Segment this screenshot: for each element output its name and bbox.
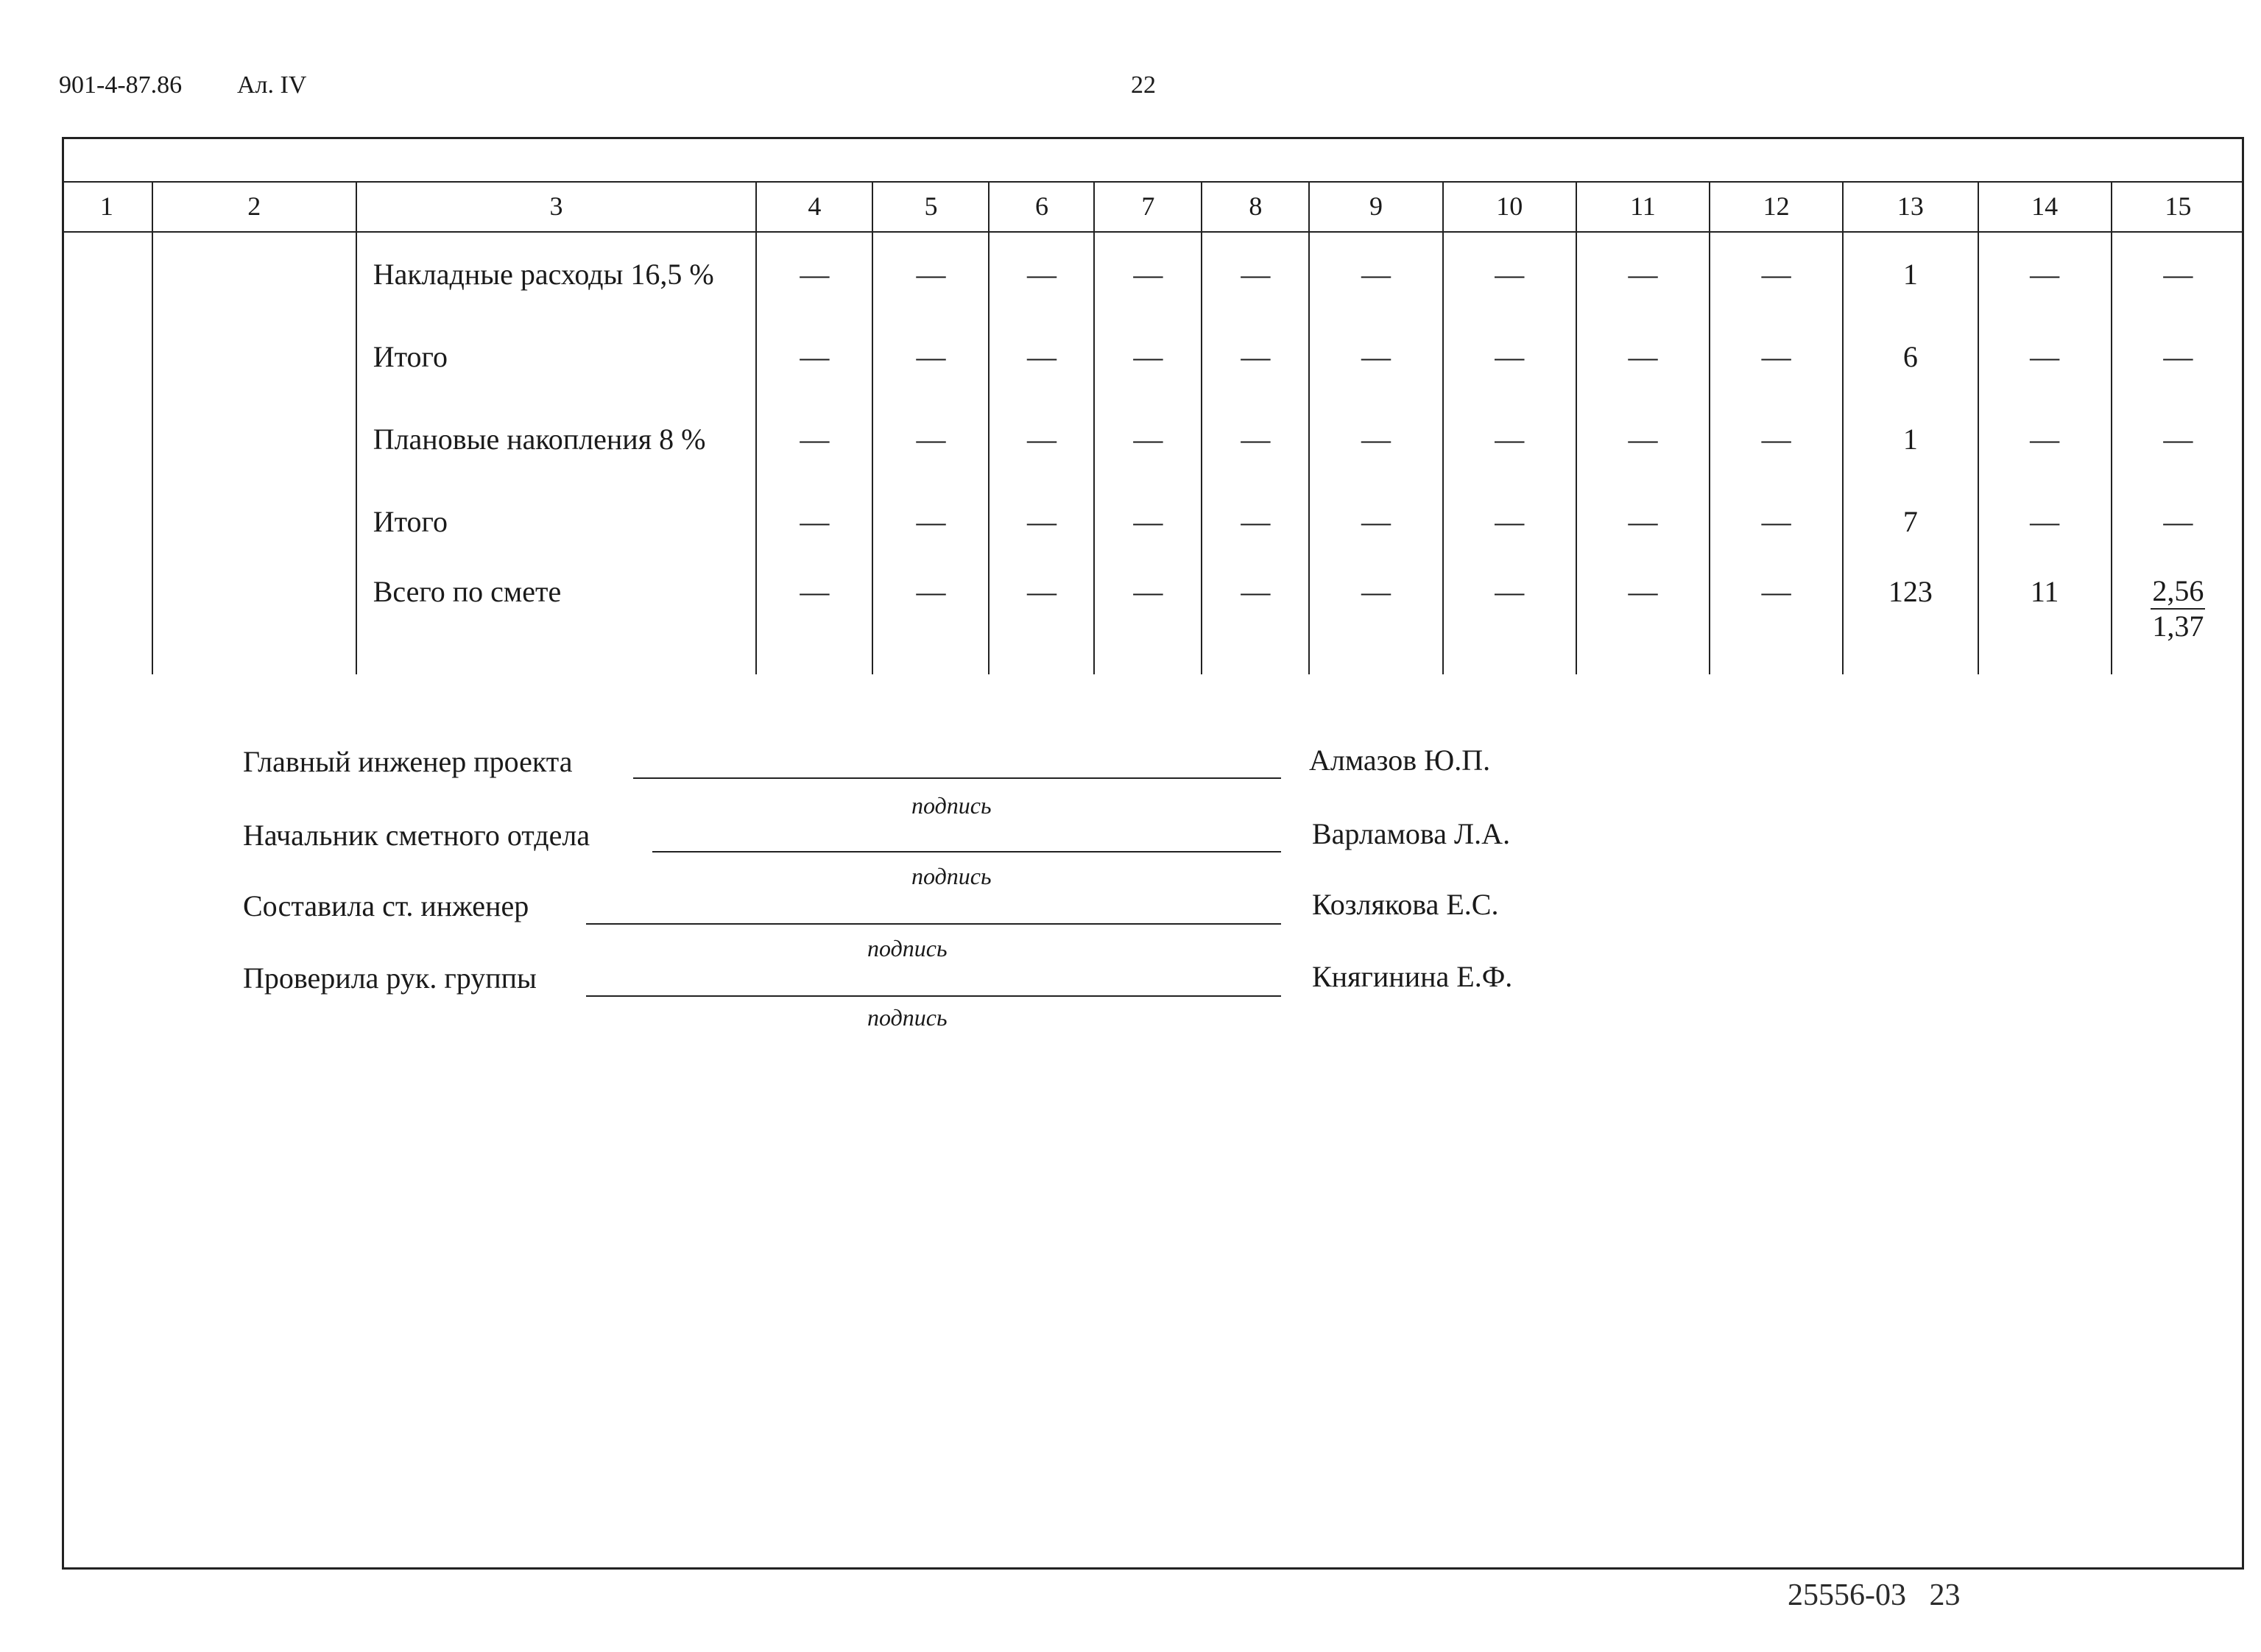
- table-cell: —: [1576, 232, 1710, 315]
- table-cell: —: [2112, 398, 2244, 480]
- table-cell: —: [2112, 232, 2244, 315]
- fraction-cell: [2112, 562, 2244, 674]
- column-header: 5: [872, 181, 989, 232]
- table-cell: [152, 562, 356, 674]
- table-cell: —: [756, 398, 872, 480]
- table-cell: —: [2112, 480, 2244, 562]
- column-header: 14: [1978, 181, 2112, 232]
- table-cell: —: [989, 480, 1094, 562]
- column-header: 2: [152, 181, 356, 232]
- table-cell: 123: [1843, 562, 1978, 674]
- column-header: 4: [756, 181, 872, 232]
- fraction-denominator: 1,37: [2152, 610, 2204, 643]
- table-cell: [62, 232, 152, 315]
- table-row-subtotal-2: [62, 480, 2244, 562]
- table-cell: —: [1202, 232, 1309, 315]
- table-cell: 7: [1843, 480, 1978, 562]
- table-cell: —: [989, 398, 1094, 480]
- table-cell: [152, 480, 356, 562]
- table-cell: —: [1978, 232, 2112, 315]
- table-cell: —: [1309, 232, 1442, 315]
- column-header: 15: [2112, 181, 2244, 232]
- signature-hint: подпись: [911, 863, 992, 889]
- table-cell: —: [1978, 398, 2112, 480]
- column-header: 13: [1843, 181, 1978, 232]
- row-label: Итого: [356, 315, 757, 398]
- table-cell: —: [1443, 232, 1576, 315]
- table-cell: [152, 315, 356, 398]
- signature-hint: подпись: [867, 935, 948, 961]
- table-cell: [62, 398, 152, 480]
- signature-role: Главный инженер проекта: [243, 745, 573, 778]
- signature-role: Проверила рук. группы: [243, 961, 537, 995]
- table-cell: —: [872, 315, 989, 398]
- album-number: Ал. IV: [237, 71, 307, 99]
- table-cell: —: [2112, 315, 2244, 398]
- table-cell: —: [1710, 398, 1843, 480]
- table-cell: —: [1094, 315, 1202, 398]
- table-cell: —: [872, 562, 989, 674]
- signature-line: [586, 923, 1281, 925]
- signatory-name: Княгинина Е.Ф.: [1312, 960, 1513, 993]
- table-cell: —: [756, 315, 872, 398]
- table-cell: —: [872, 232, 989, 315]
- table-cell: —: [1576, 315, 1710, 398]
- table-cell: —: [989, 562, 1094, 674]
- fraction-numerator: 2,56: [2151, 574, 2205, 610]
- table-cell: —: [989, 232, 1094, 315]
- signature-line: [652, 851, 1281, 853]
- column-header: 10: [1443, 181, 1576, 232]
- column-header: 9: [1309, 181, 1442, 232]
- document-code: 901-4-87.86: [59, 71, 183, 99]
- table-cell: —: [1443, 398, 1576, 480]
- table-row-grand-total: [62, 562, 2244, 674]
- table-cell: —: [1576, 562, 1710, 674]
- table-cell: —: [1309, 480, 1442, 562]
- table-cell: [62, 480, 152, 562]
- table-cell: —: [1309, 562, 1442, 674]
- table-cell: —: [1202, 480, 1309, 562]
- row-label: Плановые накопления 8 %: [356, 398, 757, 480]
- row-label: Всего по смете: [356, 562, 757, 674]
- table-cell: [152, 232, 356, 315]
- table-cell: —: [872, 480, 989, 562]
- table-cell: —: [1710, 232, 1843, 315]
- table-cell: 11: [1978, 562, 2112, 674]
- row-label: Итого: [356, 480, 757, 562]
- table-row-planned-savings: [62, 398, 2244, 480]
- column-header: 7: [1094, 181, 1202, 232]
- table-cell: —: [1710, 562, 1843, 674]
- signature-role: Начальник сметного отдела: [243, 819, 590, 852]
- signature-role: Составила ст. инженер: [243, 889, 529, 922]
- table-cell: —: [756, 480, 872, 562]
- page-number: 22: [1131, 71, 1156, 99]
- fraction: [2151, 574, 2205, 643]
- table-cell: —: [1978, 315, 2112, 398]
- column-header: 11: [1576, 181, 1710, 232]
- table-cell: —: [1094, 562, 1202, 674]
- table-cell: [62, 562, 152, 674]
- table-cell: 1: [1843, 232, 1978, 315]
- table-cell: [152, 398, 356, 480]
- row-label: Накладные расходы 16,5 %: [356, 232, 757, 315]
- table-cell: —: [1309, 315, 1442, 398]
- table-cell: —: [1094, 480, 1202, 562]
- column-header: 1: [62, 181, 152, 232]
- table-cell: —: [1094, 398, 1202, 480]
- table-cell: —: [1202, 562, 1309, 674]
- table-row-subtotal-1: [62, 315, 2244, 398]
- table-cell: —: [1576, 398, 1710, 480]
- table-cell: —: [1710, 480, 1843, 562]
- table-cell: —: [1202, 398, 1309, 480]
- signature-line: [586, 995, 1281, 997]
- signatory-name: Козлякова Е.С.: [1312, 888, 1499, 921]
- signatory-name: Алмазов Ю.П.: [1309, 744, 1491, 777]
- estimate-table: [62, 181, 2244, 674]
- column-header: 3: [356, 181, 757, 232]
- table-cell: [62, 315, 152, 398]
- table-cell: —: [1094, 232, 1202, 315]
- signature-hint: подпись: [911, 792, 992, 819]
- table-cell: —: [1710, 315, 1843, 398]
- table-cell: —: [1443, 562, 1576, 674]
- table-cell: —: [1309, 398, 1442, 480]
- signatory-name: Варламова Л.А.: [1312, 817, 1511, 850]
- signature-line: [633, 777, 1281, 779]
- table-cell: —: [1443, 480, 1576, 562]
- table-cell: —: [1978, 480, 2112, 562]
- table-cell: —: [1443, 315, 1576, 398]
- table-cell: 6: [1843, 315, 1978, 398]
- column-header: 8: [1202, 181, 1309, 232]
- table-cell: —: [1202, 315, 1309, 398]
- table-cell: —: [1576, 480, 1710, 562]
- table-row-overhead: [62, 232, 2244, 315]
- table-cell: —: [872, 398, 989, 480]
- table-cell: —: [756, 232, 872, 315]
- column-number-row: [62, 181, 2244, 232]
- column-header: 12: [1710, 181, 1843, 232]
- archive-stamp: 25556-03 23: [1788, 1578, 1961, 1612]
- column-header: 6: [989, 181, 1094, 232]
- table-cell: —: [756, 562, 872, 674]
- table-cell: —: [989, 315, 1094, 398]
- table-cell: 1: [1843, 398, 1978, 480]
- signature-hint: подпись: [867, 1004, 948, 1031]
